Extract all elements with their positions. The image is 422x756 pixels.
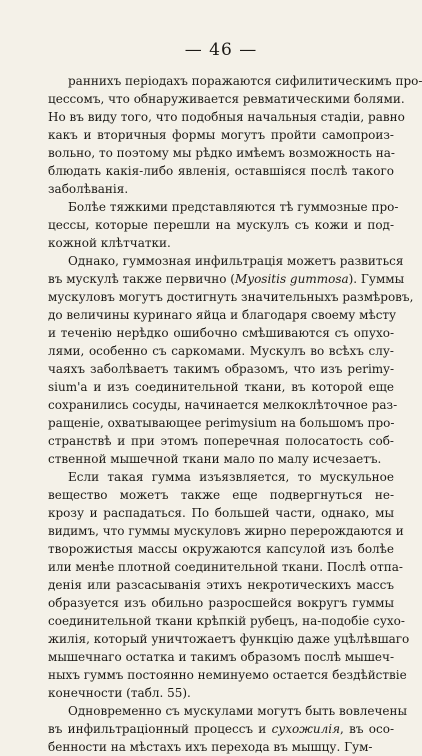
text-run: Одновременно съ мускулами могутъ быть вовлечены	[68, 704, 408, 718]
text-line	[48, 306, 397, 324]
text-line	[48, 504, 394, 522]
text-line	[48, 558, 403, 576]
text-line	[48, 720, 394, 738]
text-run: видимъ, что гуммы мускуловъ жирно перерождаются и	[48, 524, 404, 538]
text-run: мускуловъ могутъ достигнуть значительныхъ размѣровъ,	[48, 290, 414, 304]
text-line	[48, 648, 394, 666]
text-run: , въ осо-	[340, 722, 394, 736]
text-run: до величины куринаго яйца и благодаря своему мѣсту	[48, 308, 397, 322]
text-line	[48, 468, 394, 486]
text-line	[48, 234, 394, 252]
text-run: образуется изъ обильно разросшейся вокругъ гуммы	[48, 596, 394, 610]
text-run: Однако, гуммозная инфильтрація можетъ развиться	[68, 254, 404, 268]
text-line	[48, 216, 394, 234]
text-run: въ мускулѣ также первично (	[48, 272, 235, 286]
text-line	[48, 702, 408, 720]
text-run: творожистыя массы окружаются капсулой изъ болѣе	[48, 542, 394, 556]
text-line	[48, 360, 394, 378]
text-run: лями, особенно съ саркомами. Мускулъ во всѣхъ слу-	[48, 344, 394, 358]
text-run: въ инфильтраціонный процессъ и	[48, 722, 272, 736]
paragraph	[48, 72, 422, 198]
text-run: sium'а и изъ соединительной ткани, въ которой еще	[48, 380, 394, 394]
text-line	[48, 414, 394, 432]
paragraph	[48, 252, 414, 468]
text-line	[48, 450, 394, 468]
text-line	[48, 540, 394, 558]
text-line	[48, 288, 414, 306]
text-line	[48, 162, 394, 180]
text-line	[48, 630, 410, 648]
text-run: бенности на мѣстахъ ихъ перехода въ мышцу. Гум-	[48, 740, 373, 754]
text-run: вольно, то поэтому мы рѣдко имѣемъ возможность на-	[48, 146, 395, 160]
text-line	[48, 342, 394, 360]
text-run: ). Гуммы	[348, 272, 405, 286]
text-run: ныхъ гуммъ постоянно неминуемо остается бездѣйствіе	[48, 668, 407, 682]
text-line	[48, 378, 394, 396]
text-line	[48, 72, 422, 90]
text-run: денія или разсасыванія этихъ некротическихъ массъ	[48, 578, 394, 592]
text-line	[48, 684, 394, 702]
text-run: Если такая гумма изъязвляется, то мускульное	[68, 470, 394, 484]
text-run: ращеніе, охватывающее perimysium на большомъ про-	[48, 416, 395, 430]
text-run: или менѣе плотной соединительной ткани. Послѣ отпа-	[48, 560, 403, 574]
text-line	[48, 522, 404, 540]
text-run: чаяхъ заболѣваетъ такимъ образомъ, что изъ perimy-	[48, 362, 394, 376]
text-line	[48, 576, 394, 594]
text-run: заболѣванія.	[48, 182, 129, 196]
text-run: Болѣе тяжкими представляются тѣ гуммозные про-	[68, 200, 399, 214]
text-run: соединительной ткани крѣпкій рубецъ, на-подобіе сухо-	[48, 614, 405, 628]
text-run: сохранились сосуды, начинается мелкоклѣточное раз-	[48, 398, 398, 412]
text-run: цессы, которые перешли на мускулъ съ кожи и под-	[48, 218, 394, 232]
text-line	[48, 612, 405, 630]
text-run: ственной мышечной ткани мало по малу исчезаетъ.	[48, 452, 382, 466]
text-line	[48, 432, 394, 450]
text-run: мышечнаго остатка и такимъ образомъ послѣ мышеч-	[48, 650, 394, 664]
text-run: вещество можетъ также еще подвергнуться не-	[48, 488, 394, 502]
text-run: блюдать какія-либо явленія, оставшіяся послѣ такого	[48, 164, 394, 178]
text-line	[48, 252, 404, 270]
text-line	[48, 486, 394, 504]
paragraph	[48, 702, 408, 756]
text-run: жилія, который уничтожаетъ функцію даже уцѣлѣвшаго	[48, 632, 410, 646]
text-line	[48, 324, 394, 342]
text-run: цессомъ, что обнаруживается ревматическими болями.	[48, 92, 405, 106]
text-line	[48, 144, 394, 162]
text-line	[48, 396, 398, 414]
paragraph	[48, 468, 410, 702]
text-line	[48, 594, 394, 612]
italic-term: сухожилія	[271, 722, 341, 736]
text-line	[48, 666, 407, 684]
text-run: странствѣ и при этомъ поперечная полосатость соб-	[48, 434, 394, 448]
text-run: Но въ виду того, что подобныя начальныя стадіи, равно	[48, 110, 405, 124]
text-line	[48, 90, 405, 108]
text-line	[48, 126, 394, 144]
text-run: какъ и вторичныя формы могутъ пройти самопроиз-	[48, 128, 394, 142]
text-line	[48, 180, 394, 198]
text-line	[48, 198, 399, 216]
text-run: и теченію нерѣдко ошибочно смѣшиваются съ опухо-	[48, 326, 394, 340]
paragraph	[48, 198, 399, 252]
text-line	[48, 108, 405, 126]
text-line	[48, 738, 394, 756]
text-run: конечности (табл. 55).	[48, 686, 191, 700]
text-run: крозу и распадаться. По большей части, однако, мы	[48, 506, 394, 520]
text-body	[48, 72, 422, 756]
italic-term: Myositis gummosa	[235, 272, 349, 286]
text-line	[48, 270, 405, 288]
page-number: — 46 —	[184, 40, 258, 60]
text-run: кожной клѣтчатки.	[48, 236, 171, 250]
text-run: раннихъ періодахъ поражаются сифилитическимъ про-	[68, 74, 422, 88]
